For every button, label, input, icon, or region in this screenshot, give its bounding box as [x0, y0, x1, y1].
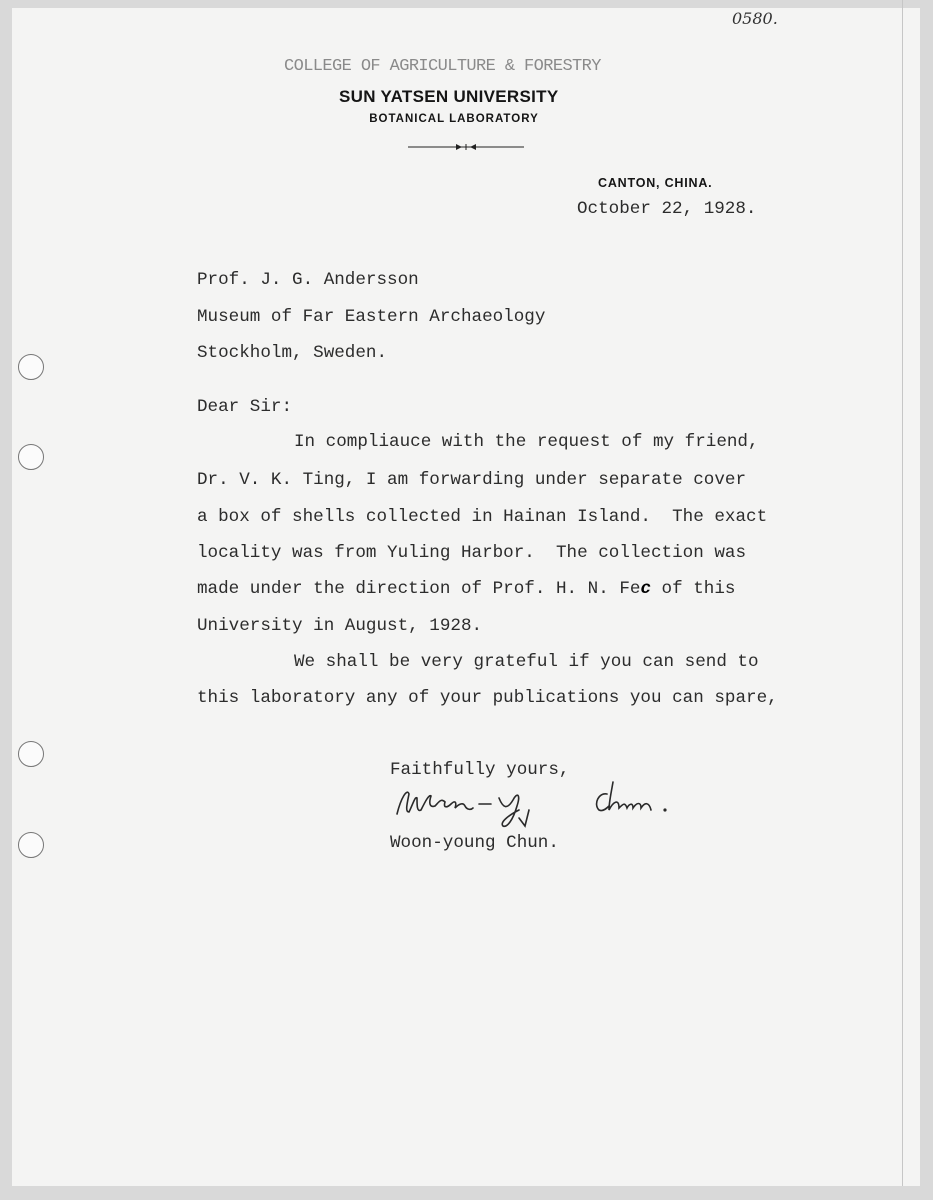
- body-line: We shall be very grateful if you can send to: [294, 652, 759, 672]
- salutation: Dear Sir:: [197, 397, 293, 417]
- body-line: Dr. V. K. Ting, I am forwarding under separate cover: [197, 470, 747, 490]
- letterhead-location: CANTON, CHINA.: [598, 176, 713, 190]
- closing: Faithfully yours,: [390, 760, 570, 780]
- body-line: this laboratory any of your publications you can spare,: [197, 688, 778, 708]
- handwritten-correction: c: [640, 579, 651, 599]
- body-line: a box of shells collected in Hainan Island. The exact: [197, 507, 768, 527]
- handwritten-signature: [395, 780, 715, 830]
- recipient-institution: Museum of Far Eastern Archaeology: [197, 307, 546, 327]
- paper-edge: [902, 0, 903, 1186]
- archive-number: 0580.: [732, 9, 778, 28]
- body-line: [197, 579, 735, 599]
- letterhead-college: COLLEGE OF AGRICULTURE & FORESTRY: [284, 57, 601, 76]
- body-line-text: made under the direction of Prof. H. N. Fe: [197, 579, 641, 599]
- body-line: locality was from Yuling Harbor. The collection was: [197, 543, 747, 563]
- body-line: In compliauce with the request of my friend,: [294, 432, 759, 452]
- letterhead-laboratory: BOTANICAL LABORATORY: [369, 113, 539, 125]
- letterhead-ornament: [408, 143, 524, 151]
- punch-hole: [18, 444, 44, 470]
- letter-date: October 22, 1928.: [577, 199, 757, 219]
- body-line-tail: of this: [651, 579, 736, 599]
- recipient-name: Prof. J. G. Andersson: [197, 270, 419, 290]
- body-line: University in August, 1928.: [197, 616, 483, 636]
- punch-hole: [18, 832, 44, 858]
- recipient-address: Stockholm, Sweden.: [197, 343, 388, 363]
- punch-hole: [18, 354, 44, 380]
- punch-hole: [18, 741, 44, 767]
- typed-signature-name: Woon-young Chun.: [390, 833, 559, 853]
- letterhead-university: SUN YATSEN UNIVERSITY: [339, 87, 559, 106]
